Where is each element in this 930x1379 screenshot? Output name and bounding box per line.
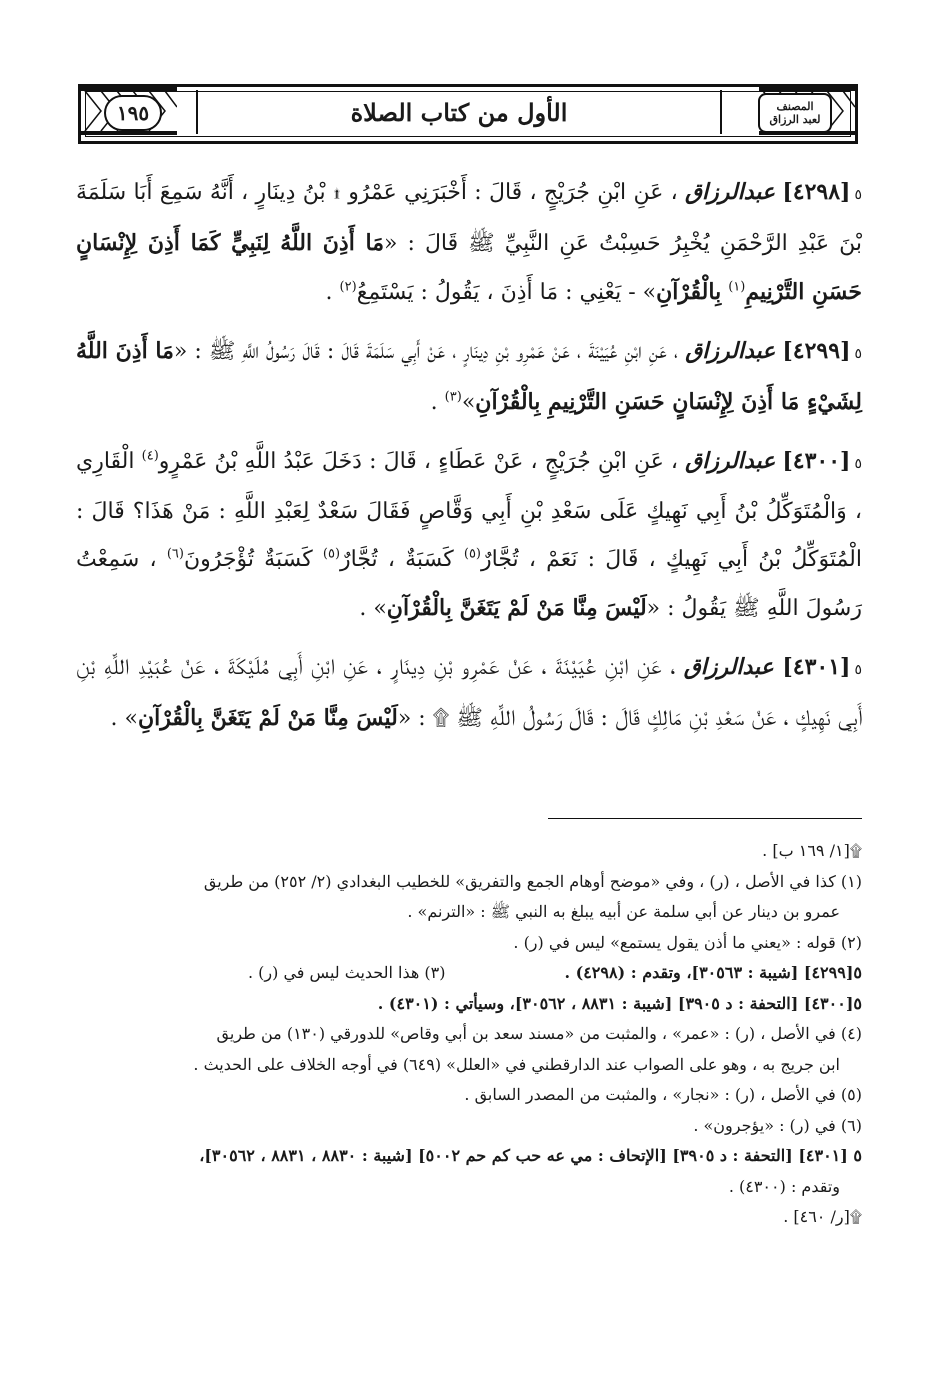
takhrij-4301: ٥ [٤٣٠١] [التحفة : د ٣٩٠٥] [الإتحاف : مي عه حب كم حم ٥٠٠٢] [شيبة : ٨٨٣٠ ، ٨٨٣١ ، ٣٠٥٦٢]، (199, 1146, 862, 1165)
page-number (104, 95, 162, 131)
prophetic-quote-end: بِالْقُرْآنِ (656, 279, 722, 305)
footnote-6: (٦) في (ر) : «يؤجرون» . (693, 1115, 862, 1135)
prophetic-quote: لَيْسَ مِنَّا مَنْ لَمْ يَتَغَنَّ بِالْقُرْآنِ (137, 705, 398, 731)
hadith-text: ، عَنِ ابْنِ جُرَيْجٍ ، قَالَ : أَخْبَرَنِي عَمْرُو ۩ بْنُ دِينَارٍ ، أَنَّهُ سَمِعَ أَبَا سَلَمَةَ بْنَ عَبْدِ الرَّحْمَنِ يُخْبِرُ حَسِبْتُ عَنِ النَّبِيِّ ﷺ قَالَ : « (76, 180, 862, 256)
footnote-ref: (٤) (141, 448, 159, 464)
footnote-5: (٥) في الأصل ، (ر) : «نجار» ، والمثبت من المصدر السابق . (464, 1085, 862, 1104)
running-title (196, 90, 722, 134)
hadith-text: . (325, 280, 333, 305)
hadith-text: ، عَنِ ابْنِ عُيَيْنَةَ ، عَنْ عَمْرِو بْنِ دِينَارٍ ، عَنْ أَبِي سَلَمَةَ قَالَ : قَالَ رَسُولُ اللَّهِ ﷺ : « (173, 339, 679, 364)
footnotes (78, 836, 862, 1233)
page-number-text: ١٩٥ (116, 101, 150, 125)
logo-line1: المصنف (776, 100, 814, 113)
hadith-text: ، عَنِ ابْنِ عُيَيْنَةَ ، عَنْ عَمْرِو بْنِ دِينَارٍ ، عَنِ ابْنِ أَبِي مُلَيْكَةَ ، عَنْ عُبَيْدِ اللَّهِ بْنِ أَبِي نَهِيكٍ ، عَنْ سَعْدِ بْنِ مَالِكٍ قَالَ : قَالَ رَسُولُ اللَّهِ ﷺ ۩ : « (76, 655, 862, 731)
main-text (76, 168, 862, 753)
footnote-1: (١) كذا في الأصل ، (ر) ، وفي «موضح أوهام الجمع والتفريق» للخطيب البغدادي (٢/ ٢٥٢) من طريق (203, 871, 862, 891)
narrator-name: عبدالرزاق (683, 654, 774, 680)
hadith-text: » . (359, 596, 387, 621)
footnote-1-cont: عمرو بن دينار عن أبي سلمة عن أبيه يبلغ به النبي ﷺ : «الترنم» . (407, 902, 840, 921)
hadith-text: الْقَارِي ، وَالْمُتَوَكِّلُ بْنُ أَبِي نَهِيكٍ عَلَى سَعْدِ بْنِ أَبِي وَقَّاصٍ فَقَالَ سَعْدٌ لِعَبْدِ اللَّهِ : مَنْ هَذَا؟ قَالَ : الْمُتَوَكِّلُ بْنُ أَبِي نَهِيكٍ ، قَالَ : نَعَمْ ، تُجَّارٌ (76, 449, 862, 572)
footnote-3: (٣) هذا الحديث ليس في (ر) . (248, 963, 446, 982)
book-logo (758, 93, 832, 133)
hadith-marker: ٥ (854, 456, 862, 472)
hadith-number: [٤٢٩٩] (782, 338, 851, 364)
hadith-number: [٤٣٠٠] (782, 448, 851, 474)
takhrij-4299: ٥[٤٢٩٩] [شيبة : ٣٠٥٦٣]، وتقدم : (٤٢٩٨) . (564, 963, 862, 982)
footnote-ref: (١) (728, 279, 746, 295)
running-title-text: الأول من كتاب الصلاة (350, 97, 568, 127)
hadith-marker: ٥ (854, 346, 863, 362)
footnote-separator (548, 818, 862, 819)
hadith-text: كَسَبَةٌ تُؤْجَرُونَ (183, 547, 313, 572)
hadith-4299 (76, 327, 862, 427)
hadith-text: كَسَبَةٌ ، تُجَّارٌ (340, 547, 454, 572)
footnote-ref: (٥) (463, 546, 481, 562)
hadith-text: ، عَنِ ابْنِ جُرَيْجٍ ، عَنْ عَطَاءٍ ، قَالَ : دَخَلَ عَبْدُ اللَّهِ بْنُ عَمْرٍو (158, 449, 679, 474)
footnote-folio-2: ۩[ر/ ٤٦٠] . (783, 1207, 862, 1226)
hadith-marker: ٥ (854, 662, 862, 678)
hadith-4301 (76, 643, 862, 743)
footnote-row (78, 958, 862, 989)
hadith-number: [٤٣٠١] (782, 654, 851, 680)
prophetic-quote: لَيْسَ مِنَّا مَنْ لَمْ يَتَغَنَّ بِالْقُرْآنِ (386, 595, 647, 621)
takhrij-4300: ٥[٤٣٠٠] [التحفة : د ٣٩٠٥] [شيبة : ٨٨٣١ ، ٣٠٥٦٢]، وسيأتي : (٤٣٠١) . (377, 993, 862, 1013)
hadith-text: » . (110, 706, 138, 731)
footnote-ref: (٦) (166, 546, 184, 562)
footnote-ref: (٣) (444, 389, 462, 405)
footnote-2: (٢) قوله : «يعني ما أذن يقول يستمع» ليس في (ر) . (513, 932, 862, 952)
hadith-marker: ٥ (854, 187, 862, 203)
hadith-text: ، سَمِعْتُ رَسُولَ اللَّهِ ﷺ يَقُولُ : « (76, 547, 862, 621)
narrator-name: عبدالرزاق (685, 448, 776, 474)
footnote-4-cont: ابن جريج به ، وهو على الصواب عند الدارقطني في «العلل» (٦٤٩) في أوجه الخلاف على الحديث . (193, 1054, 840, 1074)
hadith-4298 (76, 168, 862, 317)
prophetic-quote: مَا أَذِنَ اللَّهُ لِشَيْءٍ مَا أَذِنَ لِإِنْسَانٍ حَسَنِ التَّرْنِيمِ بِالْقُرْآنِ (76, 338, 862, 415)
footnote-ref: (٢) (339, 279, 357, 295)
hadith-text: . (430, 390, 438, 415)
page-header (78, 84, 858, 144)
narrator-name: عبدالرزاق (685, 338, 776, 364)
logo-line2: لعبد الرزاق (769, 113, 821, 126)
takhrij-4301-cont: وتقدم : (٤٣٠٠) . (728, 1176, 840, 1196)
prophetic-quote: مَا أَذِنَ اللَّهُ لِنَبِيٍّ كَمَا أَذِنَ لِإِنْسَانٍ حَسَنِ التَّرْنِيمِ (76, 230, 862, 305)
narrator-name: عبدالرزاق (684, 179, 776, 205)
footnote-folio: ۩[١/ ١٦٩ ب] . (762, 841, 862, 860)
hadith-text: » (461, 390, 476, 415)
hadith-number: [٤٢٩٨] (782, 179, 851, 205)
hadith-4300 (76, 437, 862, 633)
footnote-ref: (٥) (322, 546, 341, 562)
hadith-text: » - يَعْنِي : مَا أَذِنَ ، يَقُولُ : يَسْتَمِعُ (356, 280, 657, 305)
footnote-4: (٤) في الأصل ، (ر) : «عمر» ، والمثبت من «مسند سعد بن أبي وقاص» للدورقي (١٣٠) من طريق (216, 1024, 862, 1043)
